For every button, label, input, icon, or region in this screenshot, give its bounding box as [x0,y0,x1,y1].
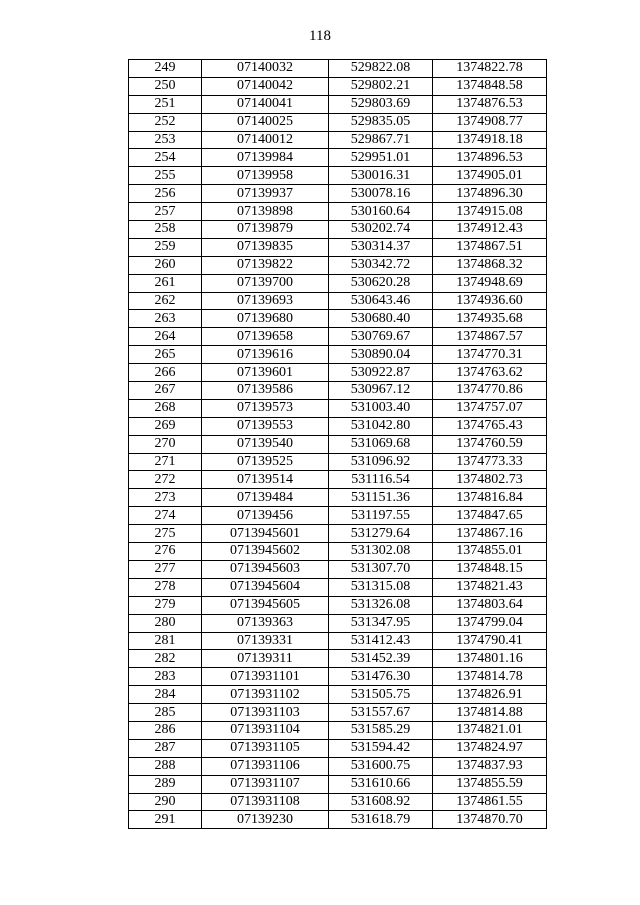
x-coordinate-cell: 529802.21 [329,77,433,95]
point-code-cell: 0713931107 [202,775,329,793]
table-row [129,775,547,793]
point-code-cell: 07139680 [202,310,329,328]
table-row [129,167,547,185]
table-row [129,811,547,829]
point-code-cell: 07140042 [202,77,329,95]
point-number-cell: 254 [129,149,202,167]
point-code-cell: 07139311 [202,650,329,668]
point-number-cell: 271 [129,453,202,471]
table-row [129,310,547,328]
table-row [129,686,547,704]
x-coordinate-cell: 531608.92 [329,793,433,811]
x-coordinate-cell: 531452.39 [329,650,433,668]
point-code-cell: 07139937 [202,185,329,203]
table-row [129,525,547,543]
x-coordinate-cell: 531618.79 [329,811,433,829]
table-row [129,292,547,310]
table-row [129,364,547,382]
y-coordinate-cell: 1374855.01 [433,543,547,561]
y-coordinate-cell: 1374803.64 [433,596,547,614]
point-number-cell: 286 [129,721,202,739]
x-coordinate-cell: 530160.64 [329,203,433,221]
point-code-cell: 07139879 [202,221,329,239]
point-code-cell: 0713945604 [202,578,329,596]
page-number: 118 [309,28,331,44]
point-code-cell: 07139331 [202,632,329,650]
point-code-cell: 07139230 [202,811,329,829]
point-number-cell: 253 [129,131,202,149]
point-code-cell: 0713931102 [202,686,329,704]
table-row [129,399,547,417]
table-row [129,238,547,256]
point-code-cell: 0713931106 [202,757,329,775]
x-coordinate-cell: 531003.40 [329,399,433,417]
x-coordinate-cell: 531042.80 [329,417,433,435]
coordinates-table [128,59,547,829]
y-coordinate-cell: 1374822.78 [433,60,547,78]
table-row [129,382,547,400]
point-number-cell: 250 [129,77,202,95]
point-number-cell: 267 [129,382,202,400]
point-number-cell: 274 [129,507,202,525]
point-code-cell: 07140025 [202,113,329,131]
point-number-cell: 266 [129,364,202,382]
point-number-cell: 283 [129,668,202,686]
point-code-cell: 07140012 [202,131,329,149]
point-code-cell: 0713931108 [202,793,329,811]
point-code-cell: 07139835 [202,238,329,256]
point-number-cell: 278 [129,578,202,596]
x-coordinate-cell: 529951.01 [329,149,433,167]
y-coordinate-cell: 1374948.69 [433,274,547,292]
point-number-cell: 289 [129,775,202,793]
point-code-cell: 07139540 [202,435,329,453]
y-coordinate-cell: 1374770.86 [433,382,547,400]
point-number-cell: 260 [129,256,202,274]
point-number-cell: 256 [129,185,202,203]
point-code-cell: 07139898 [202,203,329,221]
x-coordinate-cell: 531326.08 [329,596,433,614]
point-number-cell: 263 [129,310,202,328]
x-coordinate-cell: 530314.37 [329,238,433,256]
point-code-cell: 0713945603 [202,560,329,578]
y-coordinate-cell: 1374861.55 [433,793,547,811]
table-row [129,95,547,113]
point-number-cell: 272 [129,471,202,489]
point-number-cell: 279 [129,596,202,614]
point-code-cell: 07139616 [202,346,329,364]
x-coordinate-cell: 531347.95 [329,614,433,632]
point-number-cell: 261 [129,274,202,292]
y-coordinate-cell: 1374905.01 [433,167,547,185]
point-code-cell: 07139822 [202,256,329,274]
point-code-cell: 0713945605 [202,596,329,614]
point-code-cell: 07139514 [202,471,329,489]
table-row [129,596,547,614]
table-row [129,60,547,78]
table-row [129,560,547,578]
table-row [129,489,547,507]
x-coordinate-cell: 529835.05 [329,113,433,131]
x-coordinate-cell: 531307.70 [329,560,433,578]
point-number-cell: 284 [129,686,202,704]
x-coordinate-cell: 530078.16 [329,185,433,203]
point-number-cell: 280 [129,614,202,632]
x-coordinate-cell: 531412.43 [329,632,433,650]
coordinates-table-body [129,60,547,829]
point-number-cell: 269 [129,417,202,435]
table-row [129,543,547,561]
y-coordinate-cell: 1374912.43 [433,221,547,239]
y-coordinate-cell: 1374760.59 [433,435,547,453]
table-row [129,328,547,346]
x-coordinate-cell: 531151.36 [329,489,433,507]
x-coordinate-cell: 531557.67 [329,704,433,722]
table-row [129,632,547,650]
table-row [129,668,547,686]
point-number-cell: 264 [129,328,202,346]
point-number-cell: 285 [129,704,202,722]
point-number-cell: 275 [129,525,202,543]
x-coordinate-cell: 530680.40 [329,310,433,328]
point-code-cell: 07139658 [202,328,329,346]
y-coordinate-cell: 1374848.58 [433,77,547,95]
y-coordinate-cell: 1374801.16 [433,650,547,668]
point-number-cell: 262 [129,292,202,310]
x-coordinate-cell: 531585.29 [329,721,433,739]
y-coordinate-cell: 1374936.60 [433,292,547,310]
y-coordinate-cell: 1374908.77 [433,113,547,131]
point-number-cell: 287 [129,739,202,757]
point-code-cell: 07139601 [202,364,329,382]
point-code-cell: 07139586 [202,382,329,400]
table-row [129,203,547,221]
y-coordinate-cell: 1374896.30 [433,185,547,203]
x-coordinate-cell: 529867.71 [329,131,433,149]
table-row [129,453,547,471]
table-row [129,739,547,757]
y-coordinate-cell: 1374765.43 [433,417,547,435]
y-coordinate-cell: 1374847.65 [433,507,547,525]
x-coordinate-cell: 530202.74 [329,221,433,239]
x-coordinate-cell: 530016.31 [329,167,433,185]
point-number-cell: 249 [129,60,202,78]
point-code-cell: 07139553 [202,417,329,435]
y-coordinate-cell: 1374802.73 [433,471,547,489]
y-coordinate-cell: 1374757.07 [433,399,547,417]
x-coordinate-cell: 531116.54 [329,471,433,489]
point-number-cell: 281 [129,632,202,650]
x-coordinate-cell: 531600.75 [329,757,433,775]
x-coordinate-cell: 531476.30 [329,668,433,686]
y-coordinate-cell: 1374824.97 [433,739,547,757]
table-row [129,578,547,596]
x-coordinate-cell: 531279.64 [329,525,433,543]
x-coordinate-cell: 530342.72 [329,256,433,274]
y-coordinate-cell: 1374763.62 [433,364,547,382]
x-coordinate-cell: 531315.08 [329,578,433,596]
y-coordinate-cell: 1374790.41 [433,632,547,650]
table-row [129,274,547,292]
point-code-cell: 07140041 [202,95,329,113]
point-number-cell: 288 [129,757,202,775]
y-coordinate-cell: 1374896.53 [433,149,547,167]
point-code-cell: 07139484 [202,489,329,507]
x-coordinate-cell: 531096.92 [329,453,433,471]
y-coordinate-cell: 1374773.33 [433,453,547,471]
y-coordinate-cell: 1374870.70 [433,811,547,829]
x-coordinate-cell: 530643.46 [329,292,433,310]
point-code-cell: 0713945601 [202,525,329,543]
x-coordinate-cell: 530890.04 [329,346,433,364]
x-coordinate-cell: 531197.55 [329,507,433,525]
x-coordinate-cell: 531505.75 [329,686,433,704]
x-coordinate-cell: 531069.68 [329,435,433,453]
point-code-cell: 07139525 [202,453,329,471]
table-row [129,507,547,525]
x-coordinate-cell: 530769.67 [329,328,433,346]
table-row [129,185,547,203]
y-coordinate-cell: 1374876.53 [433,95,547,113]
x-coordinate-cell: 531610.66 [329,775,433,793]
y-coordinate-cell: 1374867.57 [433,328,547,346]
point-code-cell: 07139693 [202,292,329,310]
y-coordinate-cell: 1374855.59 [433,775,547,793]
point-number-cell: 270 [129,435,202,453]
point-number-cell: 257 [129,203,202,221]
y-coordinate-cell: 1374918.18 [433,131,547,149]
point-number-cell: 259 [129,238,202,256]
point-number-cell: 265 [129,346,202,364]
x-coordinate-cell: 531302.08 [329,543,433,561]
y-coordinate-cell: 1374814.78 [433,668,547,686]
point-number-cell: 291 [129,811,202,829]
y-coordinate-cell: 1374816.84 [433,489,547,507]
y-coordinate-cell: 1374867.16 [433,525,547,543]
y-coordinate-cell: 1374814.88 [433,704,547,722]
point-code-cell: 07139363 [202,614,329,632]
y-coordinate-cell: 1374821.01 [433,721,547,739]
point-code-cell: 07139573 [202,399,329,417]
point-code-cell: 07139984 [202,149,329,167]
y-coordinate-cell: 1374837.93 [433,757,547,775]
point-number-cell: 277 [129,560,202,578]
point-number-cell: 273 [129,489,202,507]
table-row [129,757,547,775]
point-number-cell: 290 [129,793,202,811]
table-row [129,77,547,95]
y-coordinate-cell: 1374826.91 [433,686,547,704]
table-row [129,793,547,811]
table-row [129,256,547,274]
x-coordinate-cell: 530922.87 [329,364,433,382]
y-coordinate-cell: 1374799.04 [433,614,547,632]
point-number-cell: 282 [129,650,202,668]
table-row [129,149,547,167]
y-coordinate-cell: 1374867.51 [433,238,547,256]
x-coordinate-cell: 529822.08 [329,60,433,78]
point-code-cell: 0713945602 [202,543,329,561]
table-row [129,650,547,668]
point-code-cell: 0713931105 [202,739,329,757]
point-code-cell: 07139456 [202,507,329,525]
x-coordinate-cell: 529803.69 [329,95,433,113]
point-number-cell: 276 [129,543,202,561]
table-row [129,721,547,739]
y-coordinate-cell: 1374821.43 [433,578,547,596]
table-row [129,221,547,239]
point-code-cell: 07139958 [202,167,329,185]
table-row [129,346,547,364]
point-number-cell: 268 [129,399,202,417]
y-coordinate-cell: 1374868.32 [433,256,547,274]
point-code-cell: 07140032 [202,60,329,78]
y-coordinate-cell: 1374848.15 [433,560,547,578]
table-row [129,614,547,632]
point-number-cell: 255 [129,167,202,185]
point-number-cell: 252 [129,113,202,131]
table-row [129,417,547,435]
point-number-cell: 251 [129,95,202,113]
table-row [129,131,547,149]
point-code-cell: 0713931101 [202,668,329,686]
table-row [129,471,547,489]
table-row [129,113,547,131]
table-row [129,435,547,453]
x-coordinate-cell: 530967.12 [329,382,433,400]
y-coordinate-cell: 1374915.08 [433,203,547,221]
x-coordinate-cell: 531594.42 [329,739,433,757]
point-code-cell: 0713931103 [202,704,329,722]
point-code-cell: 0713931104 [202,721,329,739]
y-coordinate-cell: 1374770.31 [433,346,547,364]
table-row [129,704,547,722]
point-code-cell: 07139700 [202,274,329,292]
y-coordinate-cell: 1374935.68 [433,310,547,328]
x-coordinate-cell: 530620.28 [329,274,433,292]
point-number-cell: 258 [129,221,202,239]
